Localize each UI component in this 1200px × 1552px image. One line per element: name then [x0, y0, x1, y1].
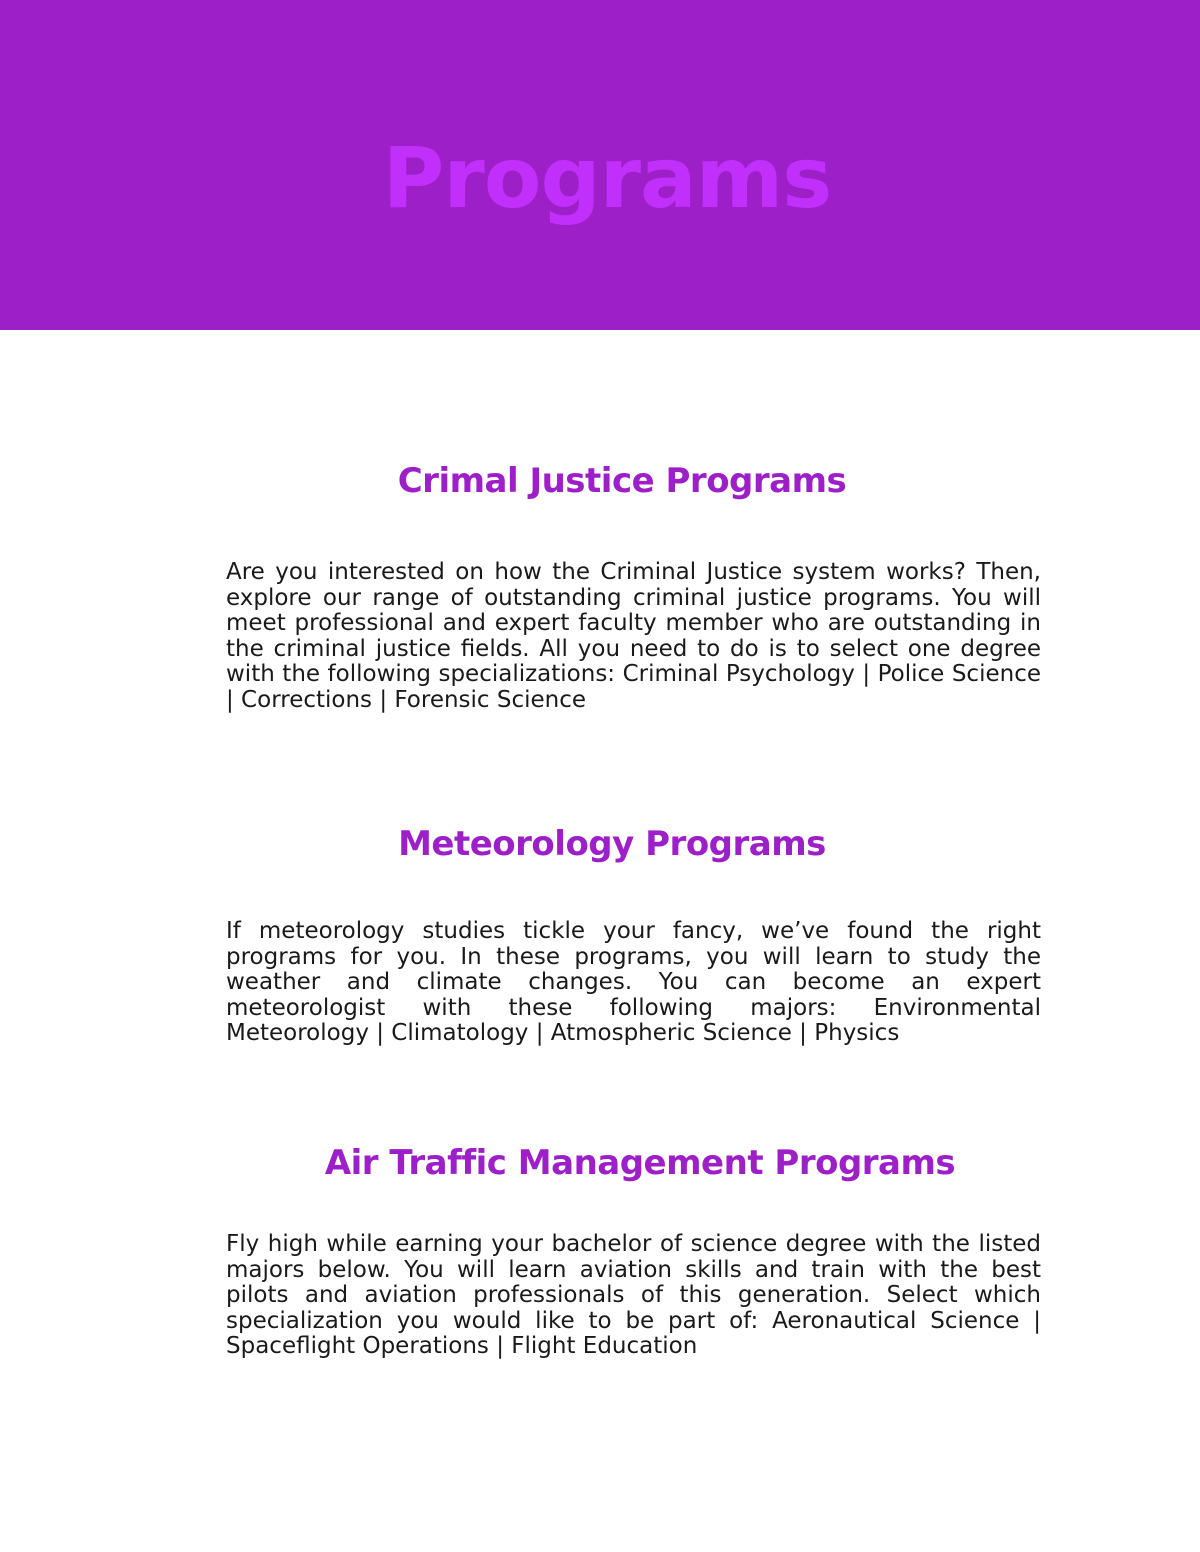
section-body: Are you interested on how the Criminal Justice system works? Then, explore our range of outstanding criminal justice programs. You will meet professional and expert faculty member who are outstanding in the criminal justice fields. All you need to do is to select one degree with the following specializations: Criminal Psychology | Police Science | Corrections | Forensic Science: [226, 559, 1041, 713]
section-heading: Crimal Justice Programs: [397, 461, 847, 501]
header-banner: [0, 0, 1200, 330]
section-body: Fly high while earning your bachelor of science degree with the listed majors below. You will learn aviation skills and train with the best pilots and aviation professionals of this generation. Select which specialization you would like to be part of: Aeronautical Science | Spaceflight Operations | Flight Education: [226, 1231, 1041, 1360]
section-heading: Meteorology Programs: [398, 824, 826, 864]
page-title: Programs: [382, 129, 832, 227]
section-body: If meteorology studies tickle your fancy, we’ve found the right programs for you. In these programs, you will learn to study the weather and climate changes. You can become an expert meteorologist with these following majors: Environmental Meteorology | Climatology | Atmospheric Science | Physics: [226, 918, 1041, 1047]
section-heading: Air Traffic Management Programs: [324, 1143, 956, 1183]
